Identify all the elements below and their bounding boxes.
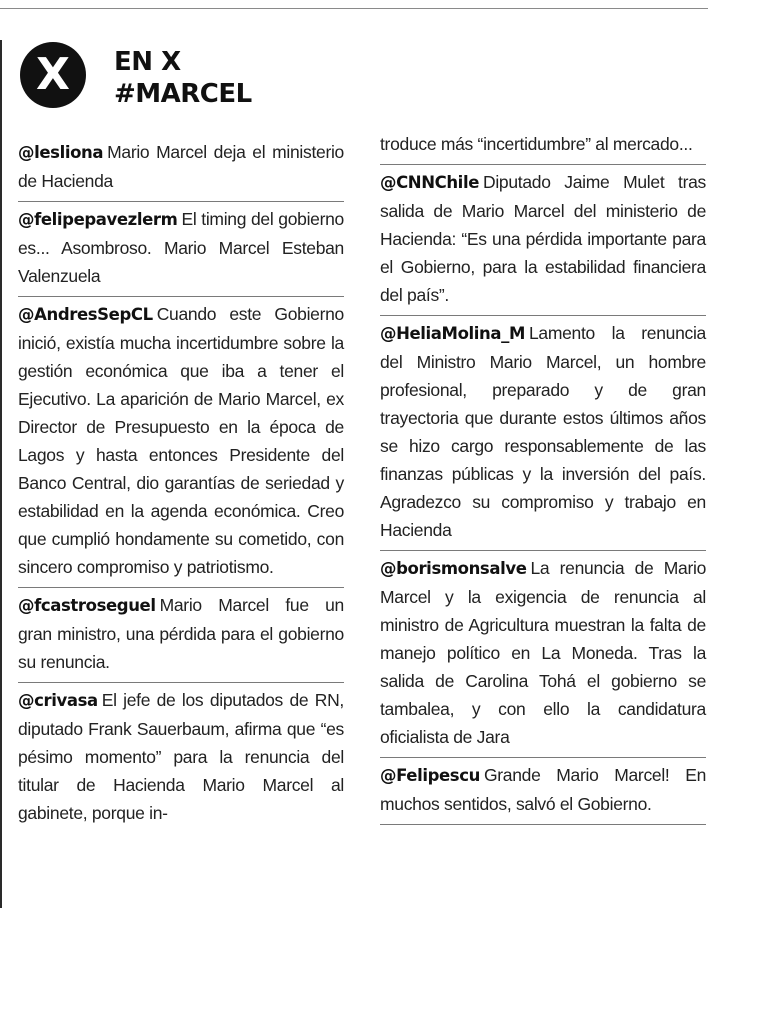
tweet-handle[interactable]: @lesliona: [18, 143, 104, 162]
section-title-line2: #MARCEL: [114, 79, 252, 109]
right-column: [380, 130, 706, 825]
tweet-item: [18, 202, 344, 297]
x-logo-icon: X: [20, 42, 86, 108]
tweet-handle[interactable]: @CNNChile: [380, 173, 479, 192]
section-title-line1: EN X: [114, 47, 181, 77]
tweet-text: Mario Marcel fue un gran ministro, una pérdida para el gobierno su renuncia.: [18, 595, 344, 672]
tweet-handle[interactable]: @felipepavezlerm: [18, 210, 178, 229]
tweet-text: Diputado Jaime Mulet tras salida de Mario Marcel del ministerio de Hacienda: “Es una pérdida importante para el Gobierno, para la estabilidad financiera del país”.: [380, 172, 706, 305]
tweet-handle[interactable]: @HeliaMolina_M: [380, 324, 525, 343]
tweet-text: El timing del gobierno es... Asombroso. Mario Marcel Esteban Valenzuela: [18, 209, 344, 286]
tweet-text: Cuando este Gobierno inició, existía mucha incertidumbre sobre la gestión económica que iba a tener el Ejecutivo. La aparición de Mario Marcel, ex Director de Presupuesto en la época de Lagos y hasta entonces Presidente del Banco Central, dio garantías de seriedad y estabilidad en la agenda económica. Creo que cumplió hondamente su cometido, con sincero compromiso y patriotismo.: [18, 304, 344, 577]
tweet-item: [18, 588, 344, 683]
tweet-continuation: [380, 130, 706, 165]
left-column: [18, 134, 344, 833]
tweet-item: [18, 683, 344, 833]
tweet-text: La renuncia de Mario Marcel y la exigencia de renuncia al ministro de Agricultura muestran la falta de manejo político en La Moneda. Tras la salida de Carolina Tohá el gobierno se tambalea, y con ello la candidatura oficialista de Jara: [380, 558, 706, 747]
tweet-item: [18, 134, 344, 202]
tweet-text: Grande Mario Marcel! En muchos sentidos, salvó el Gobierno.: [380, 765, 706, 814]
tweet-handle[interactable]: @Felipescu: [380, 766, 480, 785]
tweet-handle[interactable]: @crivasa: [18, 691, 98, 710]
tweet-text: Lamento la renuncia del Ministro Mario Marcel, un hombre profesional, preparado y de gran trayectoria que durante estos últimos años se hizo cargo responsablemente de las finanzas públicas y la inversión del país. Agradezco su compromiso y trabajo en Hacienda: [380, 323, 706, 540]
tweet-item: [18, 297, 344, 588]
tweet-handle[interactable]: @fcastroseguel: [18, 596, 156, 615]
tweet-handle[interactable]: @borismonsalve: [380, 559, 527, 578]
tweet-item: [380, 758, 706, 825]
tweet-item: [380, 551, 706, 758]
section-title: [114, 46, 414, 110]
tweet-text: troduce más “incertidumbre” al mercado...: [380, 134, 693, 154]
left-edge-rule: [0, 40, 2, 908]
tweet-handle[interactable]: @AndresSepCL: [18, 305, 153, 324]
tweet-item: [380, 316, 706, 551]
tweet-text: El jefe de los diputados de RN, diputado Frank Sauerbaum, afirma que “es pésimo momento” para la renuncia del titular de Hacienda Mario Marcel al gabinete, porque in-: [18, 690, 344, 823]
tweet-item: [380, 165, 706, 316]
top-rule: [0, 8, 708, 9]
tweet-text: Mario Marcel deja el ministerio de Hacienda: [18, 142, 344, 191]
